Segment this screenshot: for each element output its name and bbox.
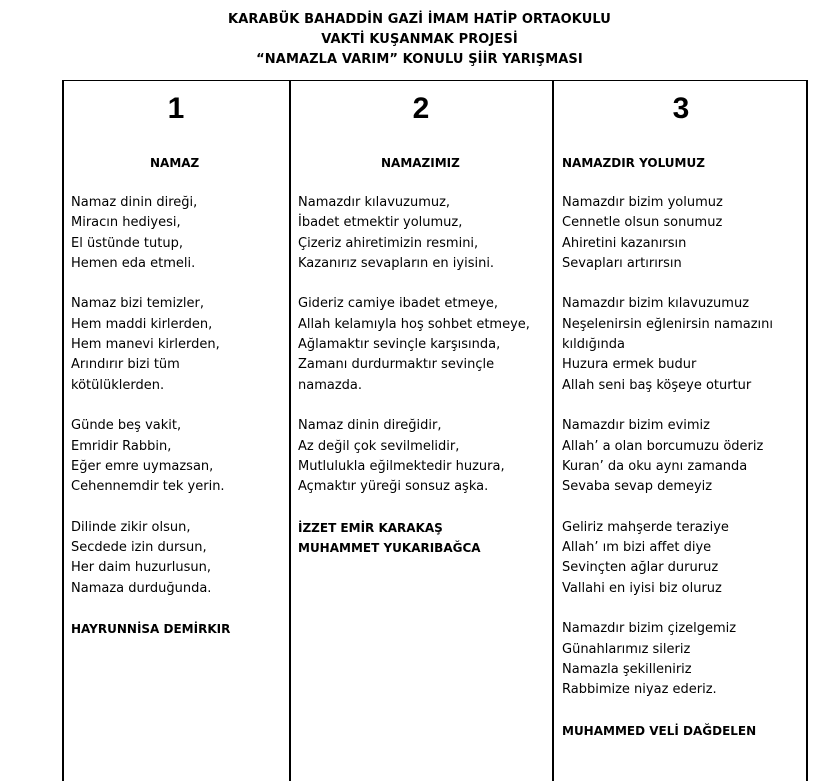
poem-line: Namaza durduğunda. [71,580,212,596]
poem-body [298,193,530,558]
poem-line: kıldığında [562,337,625,353]
author-name: MUHAMMED VELİ DAĞDELEN [562,723,757,738]
poem-line: Allah kelamıyla hoş sohbet etmeye, [298,316,530,332]
poem-line: Namazla şekilleniriz [562,661,692,677]
poem-line: Rabbimize niyaz ederiz. [562,682,717,698]
column-divider-1 [289,81,291,781]
stanza [562,518,773,599]
column-number: 1 [167,92,185,125]
stanza [298,294,530,395]
stanza [562,193,773,274]
poem-line: Huzura ermek budur [562,357,697,373]
poem-line: Kazanırız sevapların en iyisini. [298,255,495,271]
poem-line: Namazdır bizim çizelgemiz [562,621,737,637]
poem-line: Sevapları artırırsın [562,255,682,271]
poem-body [562,193,773,741]
table-border-right [806,81,808,781]
poem-line: Namaz dinin direğidir, [298,418,442,434]
stanza [71,193,230,274]
stanza [562,619,773,700]
poem-line: namazda. [298,377,363,393]
poem-line: Açmaktır yüreği sonsuz aşka. [298,479,489,495]
poem-line: kötülüklerden. [71,377,165,393]
poem-line: Miracın hediyesi, [71,215,181,231]
poem-line: Allah seni baş köşeye oturtur [562,377,752,393]
poem-line: Günahlarımız sileriz [562,641,691,657]
stanza [71,518,230,599]
poem-line: Namaz dinin direği, [71,195,198,210]
poem-line: Geliriz mahşerde teraziye [562,519,729,535]
poem-line: Namazdır kılavuzumuz, [298,195,451,210]
poem-line: Eğer emre uymazsan, [71,458,214,474]
poem-line: Ahiretini kazanırsın [562,235,687,251]
column-number: 3 [672,92,690,125]
poem-title: NAMAZ [150,156,200,170]
poem-line: Secdede izin dursun, [71,540,207,556]
stanza [298,193,530,274]
poem-table [62,80,808,781]
column-divider-2 [552,81,554,781]
poem-title: NAMAZIMIZ [381,156,460,170]
poem-line: Vallahi en iyisi biz oluruz [562,580,722,596]
author-name: HAYRUNNİSA DEMİRKIR [71,622,231,637]
poem-line: Sevaba sevap demeyiz [562,479,713,495]
poem-line: Kuran’ da oku aynı zamanda [562,458,748,474]
poem-line: Sevinçten ağlar dururuz [562,560,719,576]
poem-line: Neşelenirsin eğlenirsin namazını [562,316,773,332]
author-name: MUHAMMET YUKARIBAĞCA [298,541,481,556]
poem-line: Emridir Rabbin, [71,438,172,454]
document-header [0,10,839,70]
school-name: KARABÜK BAHADDİN GAZİ İMAM HATİP ORTAOKULU [228,12,611,27]
poem-line: Namazdır bizim yolumuz [562,195,723,210]
poem-line: Ağlamaktır sevinçle karşısında, [298,337,501,353]
poem-line: İbadet etmektir yolumuz, [298,215,463,231]
poem-line: El üstünde tutup, [71,235,183,251]
contest-title: “NAMAZLA VARIM” KONULU ŞİİR YARIŞMASI [256,52,583,67]
poem-line: Az değil çok sevilmelidir, [298,438,460,454]
poem-line: Namaz bizi temizler, [71,296,204,312]
project-name: VAKTİ KUŞANMAK PROJESİ [321,32,518,47]
poem-line: Mutlulukla eğilmektedir huzura, [298,458,505,474]
poem-line: Hem maddi kirlerden, [71,316,213,332]
poem-line: Hem manevi kirlerden, [71,337,220,353]
stanza [298,416,530,497]
poem-line: Çizeriz ahiretimizin resmini, [298,235,479,251]
poem-line: Namazdır bizim kılavuzumuz [562,296,750,312]
poem-body [71,193,230,640]
poem-title: NAMAZDIR YOLUMUZ [562,156,705,170]
poem-line: Cehennemdir tek yerin. [71,479,225,495]
poem-line: Günde beş vakit, [71,418,182,434]
poem-line: Allah’ a olan borcumuzu öderiz [562,438,764,454]
poem-line: Cennetle olsun sonumuz [562,215,723,231]
poem-line: Gideriz camiye ibadet etmeye, [298,296,498,312]
poem-line: Namazdır bizim evimiz [562,418,710,434]
poem-line: Her daim huzurlusun, [71,560,211,576]
poem-line: Hemen eda etmeli. [71,255,196,271]
poem-line: Allah’ ım bizi affet diye [562,540,712,556]
stanza [562,416,773,497]
poem-line: Dilinde zikir olsun, [71,519,191,535]
author-name: İZZET EMİR KARAKAŞ [298,520,443,535]
column-number: 2 [412,92,430,125]
stanza [71,416,230,497]
poem-line: Arındırır bizi tüm [71,357,180,373]
table-border-left [62,81,64,781]
poem-line: Zamanı durdurmaktır sevinçle [298,357,495,373]
stanza [71,294,230,395]
stanza [562,294,773,395]
